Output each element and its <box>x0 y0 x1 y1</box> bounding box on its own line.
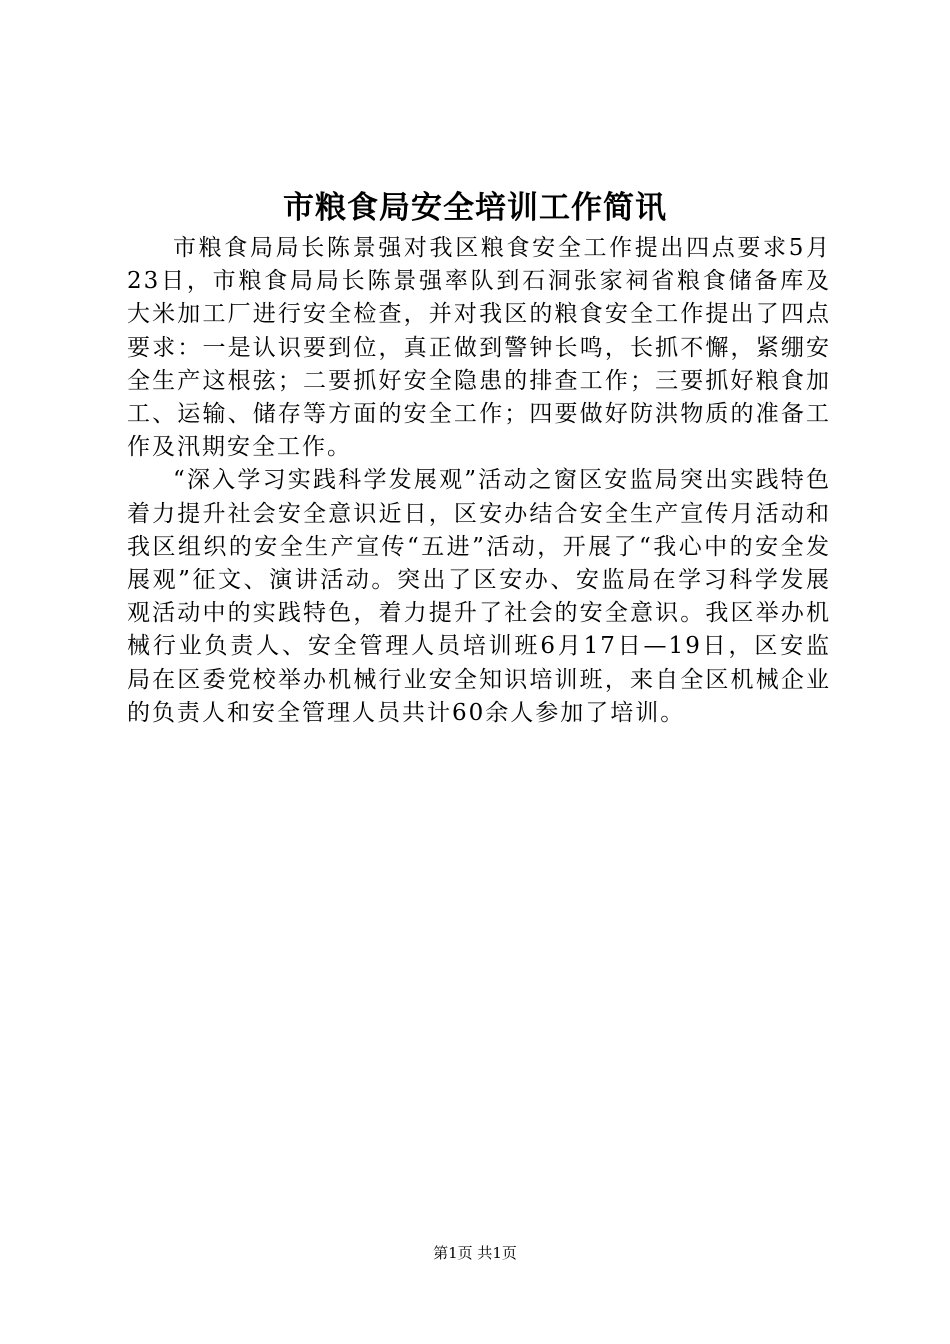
page-footer: 第1页 共1页 <box>433 1244 517 1262</box>
body-paragraph-1: 市粮食局局长陈景强对我区粮食安全工作提出四点要求5月23日，市粮食局局长陈景强率队到石洞张家祠省粮食储备库及大米加工厂进行安全检查，并对我区的粮食安全工作提出了四点要求：一是认识要到位，真正做到警钟长鸣，长抓不懈，紧绷安全生产这根弦；二要抓好安全隐患的排查工作；三要抓好粮食加工、运输、储存等方面的安全工作；四要做好防洪物质的准备工作及汛期安全工作。 <box>127 235 831 461</box>
document-title: 市粮食局安全培训工作简讯 <box>283 190 667 226</box>
body-paragraph-2: “深入学习实践科学发展观”活动之窗区安监局突出实践特色着力提升社会安全意识近日，区安办结合安全生产宣传月活动和我区组织的安全生产宣传“五进”活动，开展了“我心中的安全发展观”征文、演讲活动。突出了区安办、安监局在学习科学发展观活动中的实践特色，着力提升了社会的安全意识。我区举办机械行业负责人、安全管理人员培训班6月17日—19日，区安监局在区委党校举办机械行业安全知识培训班，来自全区机械企业的负责人和安全管理人员共计60余人参加了培训。 <box>127 467 831 726</box>
document-body <box>127 232 831 730</box>
